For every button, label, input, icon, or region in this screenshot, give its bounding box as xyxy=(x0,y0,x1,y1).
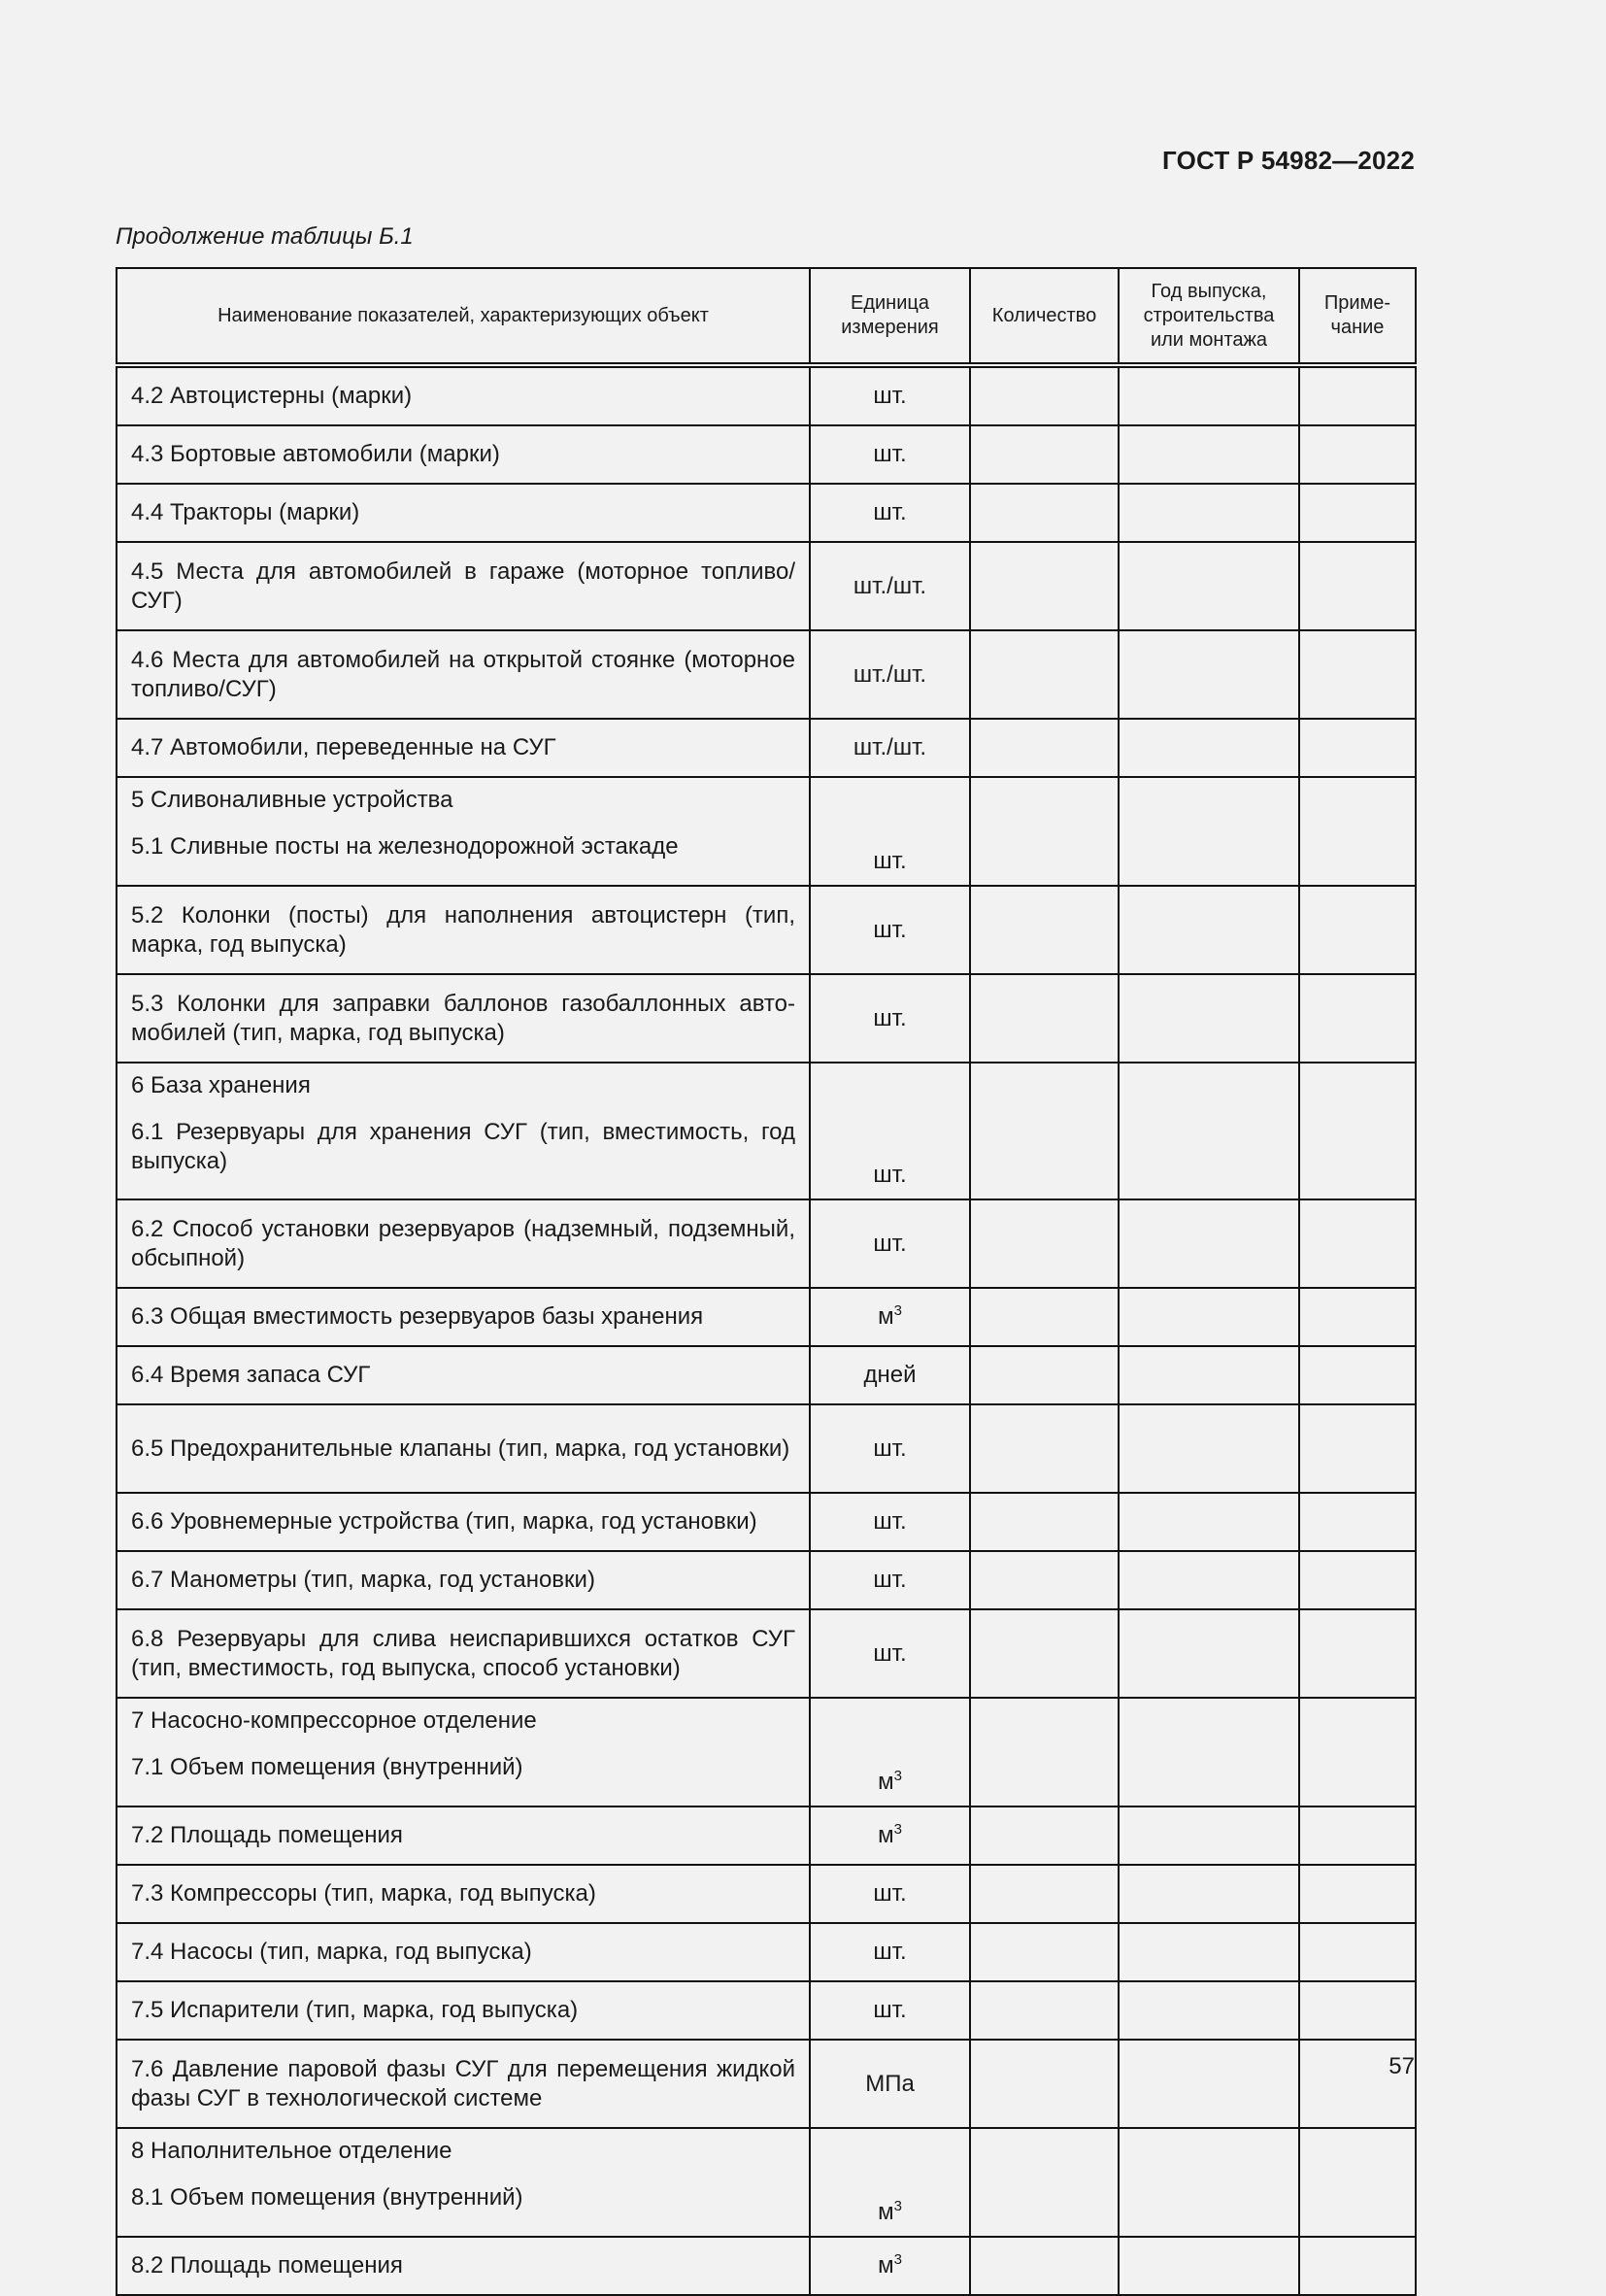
unit-cell xyxy=(810,2237,970,2295)
year-cell xyxy=(1119,630,1299,719)
year-cell xyxy=(1119,974,1299,1063)
unit-value: м xyxy=(878,2252,894,2279)
unit-value: м xyxy=(878,1769,894,1795)
year-cell xyxy=(1119,1981,1299,2040)
indicator-name: 7.5 Испарители (тип, марка, год выпуска) xyxy=(131,1997,579,2023)
unit-value: м xyxy=(878,1822,894,1848)
year-cell xyxy=(1119,365,1299,425)
unit-cell xyxy=(810,1199,970,1288)
indicator-name-cell xyxy=(117,1288,810,1346)
indicator-name: 6.4 Время запаса СУГ xyxy=(131,1362,371,1388)
indicator-name: 4.4 Тракторы (марки) xyxy=(131,499,360,525)
unit-value: шт. xyxy=(873,1997,907,2023)
unit-value: шт. xyxy=(873,1230,907,1257)
year-cell xyxy=(1119,1551,1299,1609)
year-cell xyxy=(1119,1493,1299,1551)
note-cell xyxy=(1299,542,1416,630)
indicator-name: 6.8 Резервуары для слива неиспарившихся остатков СУГ (тип, вместимость, год выпуска, способ установки) xyxy=(131,1625,795,1681)
indicator-name-cell xyxy=(117,1551,810,1609)
unit-cell xyxy=(810,1981,970,2040)
quantity-cell xyxy=(970,974,1119,1063)
quantity-cell xyxy=(970,1288,1119,1346)
note-cell xyxy=(1299,630,1416,719)
note-cell xyxy=(1299,1199,1416,1288)
note-cell xyxy=(1299,2128,1416,2237)
table-row xyxy=(117,777,1416,886)
unit-value: м xyxy=(878,1303,894,1330)
indicator-name-cell xyxy=(117,1404,810,1493)
table-row xyxy=(117,542,1416,630)
note-cell xyxy=(1299,1865,1416,1923)
column-header-quantity: Количество xyxy=(970,268,1119,365)
unit-cell xyxy=(810,777,970,886)
note-cell xyxy=(1299,886,1416,974)
quantity-cell xyxy=(970,2237,1119,2295)
unit-value: м xyxy=(878,2199,894,2225)
note-cell xyxy=(1299,1288,1416,1346)
table-row xyxy=(117,886,1416,974)
quantity-cell xyxy=(970,719,1119,777)
year-cell xyxy=(1119,1404,1299,1493)
unit-value: шт. xyxy=(873,1639,907,1667)
note-cell xyxy=(1299,1404,1416,1493)
note-cell xyxy=(1299,1923,1416,1981)
page-number: 57 xyxy=(1389,2053,1415,2079)
indicator-name-cell xyxy=(117,2040,810,2128)
unit-value: МПа xyxy=(865,2070,915,2097)
year-cell xyxy=(1119,719,1299,777)
unit-value: шт. xyxy=(873,1567,907,1593)
indicator-name-cell xyxy=(117,1698,810,1806)
indicator-name: 5.1 Сливные посты на железнодорожной эстакаде xyxy=(131,833,679,860)
unit-value: шт. xyxy=(873,848,907,874)
unit-cell xyxy=(810,1698,970,1806)
table-row xyxy=(117,1551,1416,1609)
year-cell xyxy=(1119,425,1299,484)
unit-exponent: 3 xyxy=(893,2251,902,2268)
quantity-cell xyxy=(970,2128,1119,2237)
unit-cell xyxy=(810,1346,970,1404)
note-cell xyxy=(1299,777,1416,886)
unit-value: шт./шт. xyxy=(853,572,927,599)
unit-cell xyxy=(810,365,970,425)
indicator-name: 7.4 Насосы (тип, марка, год выпуска) xyxy=(131,1939,532,1965)
unit-cell xyxy=(810,719,970,777)
table-row xyxy=(117,1865,1416,1923)
table-row xyxy=(117,1404,1416,1493)
unit-exponent: 3 xyxy=(893,1768,902,1784)
table-row xyxy=(117,2237,1416,2295)
table-row xyxy=(117,2040,1416,2128)
unit-cell xyxy=(810,2040,970,2128)
unit-cell xyxy=(810,484,970,542)
quantity-cell xyxy=(970,886,1119,974)
unit-cell xyxy=(810,630,970,719)
quantity-cell xyxy=(970,1346,1119,1404)
note-cell xyxy=(1299,1981,1416,2040)
quantity-cell xyxy=(970,630,1119,719)
note-cell xyxy=(1299,484,1416,542)
unit-value: шт. xyxy=(873,383,907,409)
unit-value: шт./шт. xyxy=(853,660,927,688)
year-cell xyxy=(1119,1199,1299,1288)
unit-cell xyxy=(810,425,970,484)
note-cell xyxy=(1299,425,1416,484)
section-title: 7 Насосно-компрессорное отделение xyxy=(131,1707,537,1734)
indicator-name: 7.2 Площадь помещения xyxy=(131,1822,403,1848)
table-row xyxy=(117,1063,1416,1199)
unit-cell xyxy=(810,1288,970,1346)
unit-value: шт./шт. xyxy=(853,734,927,760)
indicator-name: 6.1 Резервуары для хранения СУГ (тип, вместимость, год выпуска) xyxy=(131,1119,795,1174)
quantity-cell xyxy=(970,1698,1119,1806)
unit-value: шт. xyxy=(873,1508,907,1535)
column-header-unit: Единица измерения xyxy=(810,268,970,365)
indicator-name-cell xyxy=(117,1923,810,1981)
table-row xyxy=(117,974,1416,1063)
note-cell xyxy=(1299,1806,1416,1865)
quantity-cell xyxy=(970,777,1119,886)
indicator-name: 7.3 Компрессоры (тип, марка, год выпуска) xyxy=(131,1880,596,1907)
table-row xyxy=(117,630,1416,719)
indicator-name: 4.6 Места для автомобилей на открытой стоянке (моторное топливо/СУГ) xyxy=(131,646,795,702)
unit-cell xyxy=(810,1865,970,1923)
quantity-cell xyxy=(970,1981,1119,2040)
indicator-name-cell xyxy=(117,425,810,484)
unit-value: шт. xyxy=(873,1435,907,1462)
table-header-row xyxy=(117,268,1416,365)
indicator-name-cell xyxy=(117,777,810,886)
year-cell xyxy=(1119,2128,1299,2237)
unit-value: шт. xyxy=(873,1004,907,1031)
table-row xyxy=(117,1199,1416,1288)
indicator-name: 6.5 Предохранительные клапаны (тип, марка, год установки) xyxy=(131,1435,790,1462)
section-title: 5 Сливоналивные устройства xyxy=(131,787,453,813)
indicator-name-cell xyxy=(117,1346,810,1404)
table-row xyxy=(117,1806,1416,1865)
quantity-cell xyxy=(970,542,1119,630)
indicator-name: 6.7 Манометры (тип, марка, год установки) xyxy=(131,1567,595,1593)
note-cell xyxy=(1299,1551,1416,1609)
year-cell xyxy=(1119,777,1299,886)
quantity-cell xyxy=(970,425,1119,484)
column-header-year: Год выпуска, строительства или монтажа xyxy=(1119,268,1299,365)
note-cell xyxy=(1299,2237,1416,2295)
year-cell xyxy=(1119,886,1299,974)
year-cell xyxy=(1119,1865,1299,1923)
indicator-name-cell xyxy=(117,886,810,974)
section-title: 6 База хранения xyxy=(131,1072,311,1098)
table-row xyxy=(117,425,1416,484)
indicator-name: 4.7 Автомобили, переведенные на СУГ xyxy=(131,734,556,760)
indicator-name: 4.5 Места для автомобилей в гараже (моторное топливо/СУГ) xyxy=(131,557,795,614)
table-row xyxy=(117,1981,1416,2040)
indicator-name-cell xyxy=(117,630,810,719)
unit-value: шт. xyxy=(873,1162,907,1188)
year-cell xyxy=(1119,542,1299,630)
note-cell xyxy=(1299,719,1416,777)
table-row xyxy=(117,1346,1416,1404)
note-cell xyxy=(1299,1698,1416,1806)
indicator-name-cell xyxy=(117,365,810,425)
quantity-cell xyxy=(970,1551,1119,1609)
unit-value: дней xyxy=(863,1362,917,1388)
note-cell xyxy=(1299,1063,1416,1199)
indicator-name-cell xyxy=(117,1199,810,1288)
quantity-cell xyxy=(970,1923,1119,1981)
unit-cell xyxy=(810,2128,970,2237)
quantity-cell xyxy=(970,484,1119,542)
quantity-cell xyxy=(970,1199,1119,1288)
unit-value: шт. xyxy=(873,1939,907,1965)
year-cell xyxy=(1119,1806,1299,1865)
unit-value: шт. xyxy=(873,499,907,525)
table-row xyxy=(117,1288,1416,1346)
indicator-name: 4.2 Автоцистерны (марки) xyxy=(131,383,413,409)
year-cell xyxy=(1119,1923,1299,1981)
note-cell xyxy=(1299,365,1416,425)
table-caption: Продолжение таблицы Б.1 xyxy=(116,223,414,250)
table-row xyxy=(117,1923,1416,1981)
unit-exponent: 3 xyxy=(893,1821,902,1838)
table-row xyxy=(117,719,1416,777)
unit-value: шт. xyxy=(873,441,907,467)
year-cell xyxy=(1119,1288,1299,1346)
indicator-name: 5.3 Колонки для заправки баллонов газобаллонных автомобилей (тип, марка, год выпуска) xyxy=(131,990,795,1046)
indicator-name-cell xyxy=(117,2237,810,2295)
table-row xyxy=(117,2128,1416,2237)
unit-cell xyxy=(810,974,970,1063)
quantity-cell xyxy=(970,2040,1119,2128)
column-header-note: Приме- чание xyxy=(1299,268,1416,365)
year-cell xyxy=(1119,484,1299,542)
unit-exponent: 3 xyxy=(893,1302,902,1319)
indicator-name-cell xyxy=(117,974,810,1063)
unit-exponent: 3 xyxy=(893,2198,902,2214)
indicator-name: 7.1 Объем помещения (внутренний) xyxy=(131,1754,523,1780)
indicator-name: 7.6 Давление паровой фазы СУГ для перемещения жидкой фазы СУГ в технологической системе xyxy=(131,2055,795,2111)
quantity-cell xyxy=(970,365,1119,425)
indicator-name-cell xyxy=(117,1865,810,1923)
year-cell xyxy=(1119,1063,1299,1199)
column-header-name: Наименование показателей, характеризующих объект xyxy=(117,268,810,365)
note-cell xyxy=(1299,1609,1416,1698)
unit-cell xyxy=(810,1493,970,1551)
indicator-name-cell xyxy=(117,1981,810,2040)
note-cell xyxy=(1299,974,1416,1063)
indicator-name-cell xyxy=(117,1609,810,1698)
indicator-name-cell xyxy=(117,542,810,630)
indicator-name: 6.2 Способ установки резервуаров (надземный, подземный, обсыпной) xyxy=(131,1215,795,1271)
unit-value: шт. xyxy=(873,1880,907,1907)
indicator-name: 6.6 Уровнемерные устройства (тип, марка, год установки) xyxy=(131,1508,757,1535)
unit-cell xyxy=(810,886,970,974)
year-cell xyxy=(1119,2040,1299,2128)
document-code: ГОСТ Р 54982—2022 xyxy=(1162,146,1415,175)
table-row xyxy=(117,365,1416,425)
table-row xyxy=(117,1698,1416,1806)
unit-cell xyxy=(810,1404,970,1493)
quantity-cell xyxy=(970,1063,1119,1199)
note-cell xyxy=(1299,1493,1416,1551)
year-cell xyxy=(1119,1609,1299,1698)
year-cell xyxy=(1119,1346,1299,1404)
indicators-table xyxy=(116,267,1417,2296)
indicator-name: 5.2 Колонки (посты) для наполнения автоцистерн (тип, марка, год выпуска) xyxy=(131,901,795,958)
indicator-name-cell xyxy=(117,1493,810,1551)
table-row xyxy=(117,1493,1416,1551)
unit-cell xyxy=(810,1609,970,1698)
unit-cell xyxy=(810,1551,970,1609)
indicator-name-cell xyxy=(117,484,810,542)
indicator-name: 6.3 Общая вместимость резервуаров базы хранения xyxy=(131,1303,704,1330)
quantity-cell xyxy=(970,1493,1119,1551)
table-row xyxy=(117,1609,1416,1698)
unit-value: шт. xyxy=(873,916,907,943)
unit-cell xyxy=(810,1806,970,1865)
indicator-name: 8.1 Объем помещения (внутренний) xyxy=(131,2184,523,2211)
table-row xyxy=(117,484,1416,542)
indicator-name-cell xyxy=(117,719,810,777)
quantity-cell xyxy=(970,1404,1119,1493)
indicator-name-cell xyxy=(117,2128,810,2237)
year-cell xyxy=(1119,1698,1299,1806)
section-title: 8 Наполнительное отделение xyxy=(131,2138,452,2164)
year-cell xyxy=(1119,2237,1299,2295)
quantity-cell xyxy=(970,1806,1119,1865)
indicator-name: 8.2 Площадь помещения xyxy=(131,2252,403,2279)
quantity-cell xyxy=(970,1609,1119,1698)
indicator-name-cell xyxy=(117,1806,810,1865)
unit-cell xyxy=(810,1063,970,1199)
note-cell xyxy=(1299,1346,1416,1404)
unit-cell xyxy=(810,542,970,630)
indicator-name: 4.3 Бортовые автомобили (марки) xyxy=(131,441,500,467)
indicator-name-cell xyxy=(117,1063,810,1199)
quantity-cell xyxy=(970,1865,1119,1923)
unit-cell xyxy=(810,1923,970,1981)
